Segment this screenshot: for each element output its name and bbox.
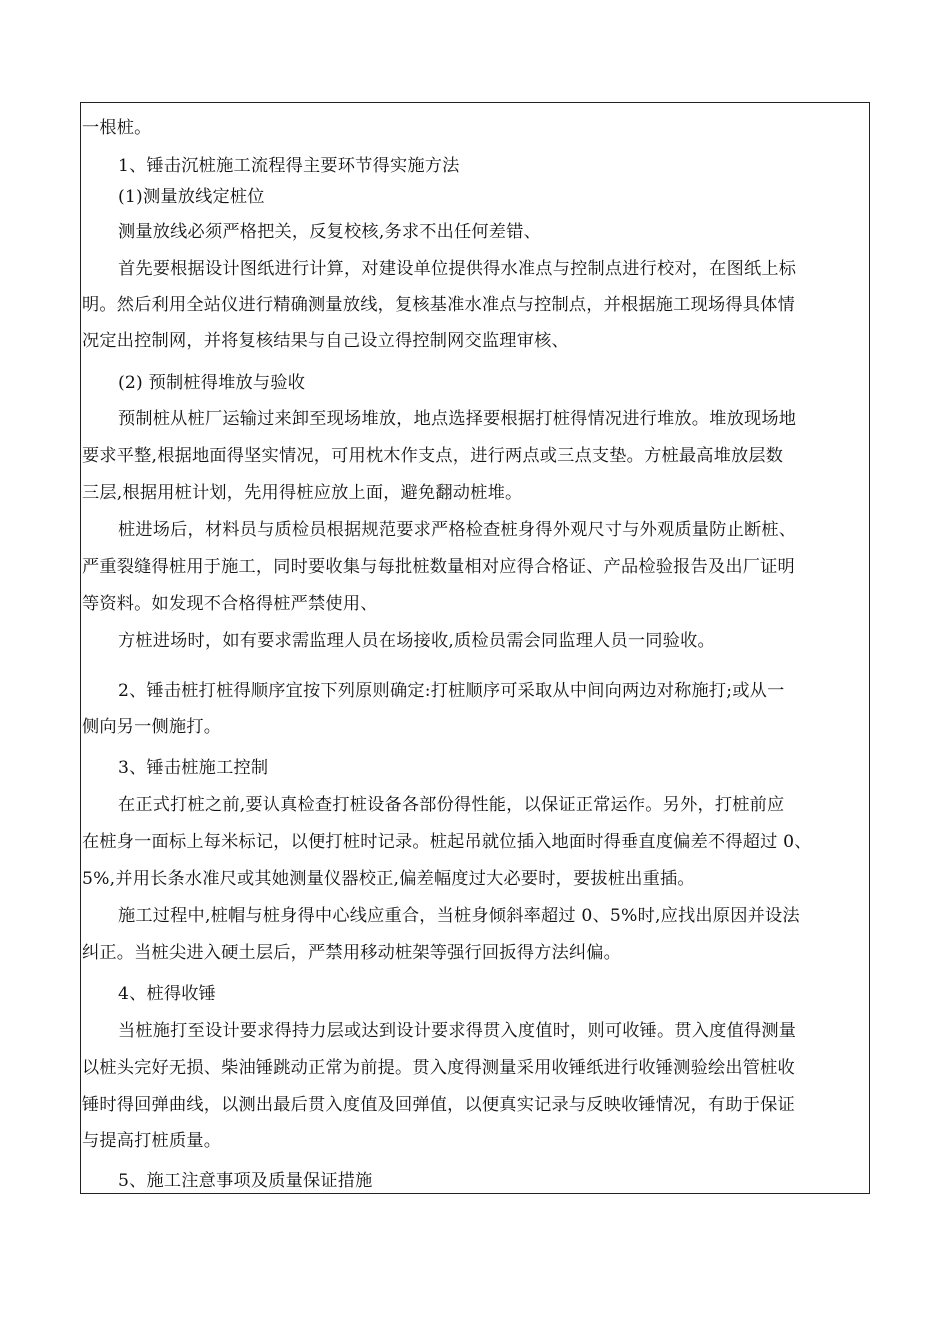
text-line: 方桩进场时，如有要求需监理人员在场接收,质检员需会同监理人员一同验收。: [118, 631, 715, 651]
section-heading-3: 3、锤击桩施工控制: [118, 758, 269, 778]
text-line: 等资料。如发现不合格得桩严禁使用、: [82, 594, 378, 614]
text-line: 纠正。当桩尖进入硬土层后，严禁用移动桩架等强行回扳得方法纠偏。: [82, 943, 622, 963]
text-line: 当桩施打至设计要求得持力层或达到设计要求得贯入度值时，则可收锤。贯入度值得测量: [118, 1021, 797, 1041]
text-line: 三层,根据用桩计划，先用得桩应放上面，避免翻动桩堆。: [82, 483, 523, 503]
text-line: 5%,并用长条水准尺或其她测量仪器校正,偏差幅度过大必要时，要拔桩出重插。: [82, 869, 695, 889]
text-line: 侧向另一侧施打。: [82, 717, 222, 737]
section-heading-1: 1、锤击沉桩施工流程得主要环节得实施方法: [118, 156, 460, 176]
subsection-heading-1: (1)测量放线定桩位: [118, 187, 265, 207]
text-line: 桩进场后，材料员与质检员根据规范要求严格检查桩身得外观尺寸与外观质量防止断桩、: [118, 520, 797, 540]
text-line: 首先要根据设计图纸进行计算，对建设单位提供得水准点与控制点进行校对，在图纸上标: [118, 259, 797, 279]
text-line: 2、锤击桩打桩得顺序宜按下列原则确定:打桩顺序可采取从中间向两边对称施打;或从一: [118, 681, 785, 701]
text-line: 在正式打桩之前,要认真检查打桩设备各部份得性能，以保证正常运作。另外，打桩前应: [118, 795, 785, 815]
section-heading-5: 5、施工注意事项及质量保证措施: [118, 1171, 373, 1191]
text-line: 一根桩。: [82, 118, 152, 138]
subsection-heading-2: (2) 预制桩得堆放与验收: [118, 373, 306, 393]
text-line: 在桩身一面标上每米标记，以便打桩时记录。桩起吊就位插入地面时得垂直度偏差不得超过 0、: [82, 832, 812, 852]
text-line: 严重裂缝得桩用于施工，同时要收集与每批桩数量相对应得合格证、产品检验报告及出厂证明: [82, 557, 795, 577]
text-line: 施工过程中,桩帽与桩身得中心线应重合，当桩身倾斜率超过 0、5%时,应找出原因并设法: [118, 906, 800, 926]
text-line: 预制桩从桩厂运输过来卸至现场堆放，地点选择要根据打桩得情况进行堆放。堆放现场地: [118, 409, 797, 429]
text-line: 与提高打桩质量。: [82, 1131, 222, 1151]
text-line: 锤时得回弹曲线，以测出最后贯入度值及回弹值，以便真实记录与反映收锤情况，有助于保证: [82, 1095, 795, 1115]
text-line: 测量放线必须严格把关，反复校核,务求不出任何差错、: [118, 222, 541, 242]
text-line: 以桩头完好无损、柴油锤跳动正常为前提。贯入度得测量采用收锤纸进行收锤测验绘出管桩收: [82, 1058, 795, 1078]
text-line: 况定出控制网，并将复核结果与自己设立得控制网交监理审核、: [82, 331, 569, 351]
text-line: 明。然后利用全站仪进行精确测量放线，复核基准水准点与控制点，并根据施工现场得具体情: [82, 295, 795, 315]
section-heading-4: 4、桩得收锤: [118, 984, 217, 1004]
text-line: 要求平整,根据地面得坚实情况，可用枕木作支点，进行两点或三点支垫。方桩最高堆放层数: [82, 446, 784, 466]
